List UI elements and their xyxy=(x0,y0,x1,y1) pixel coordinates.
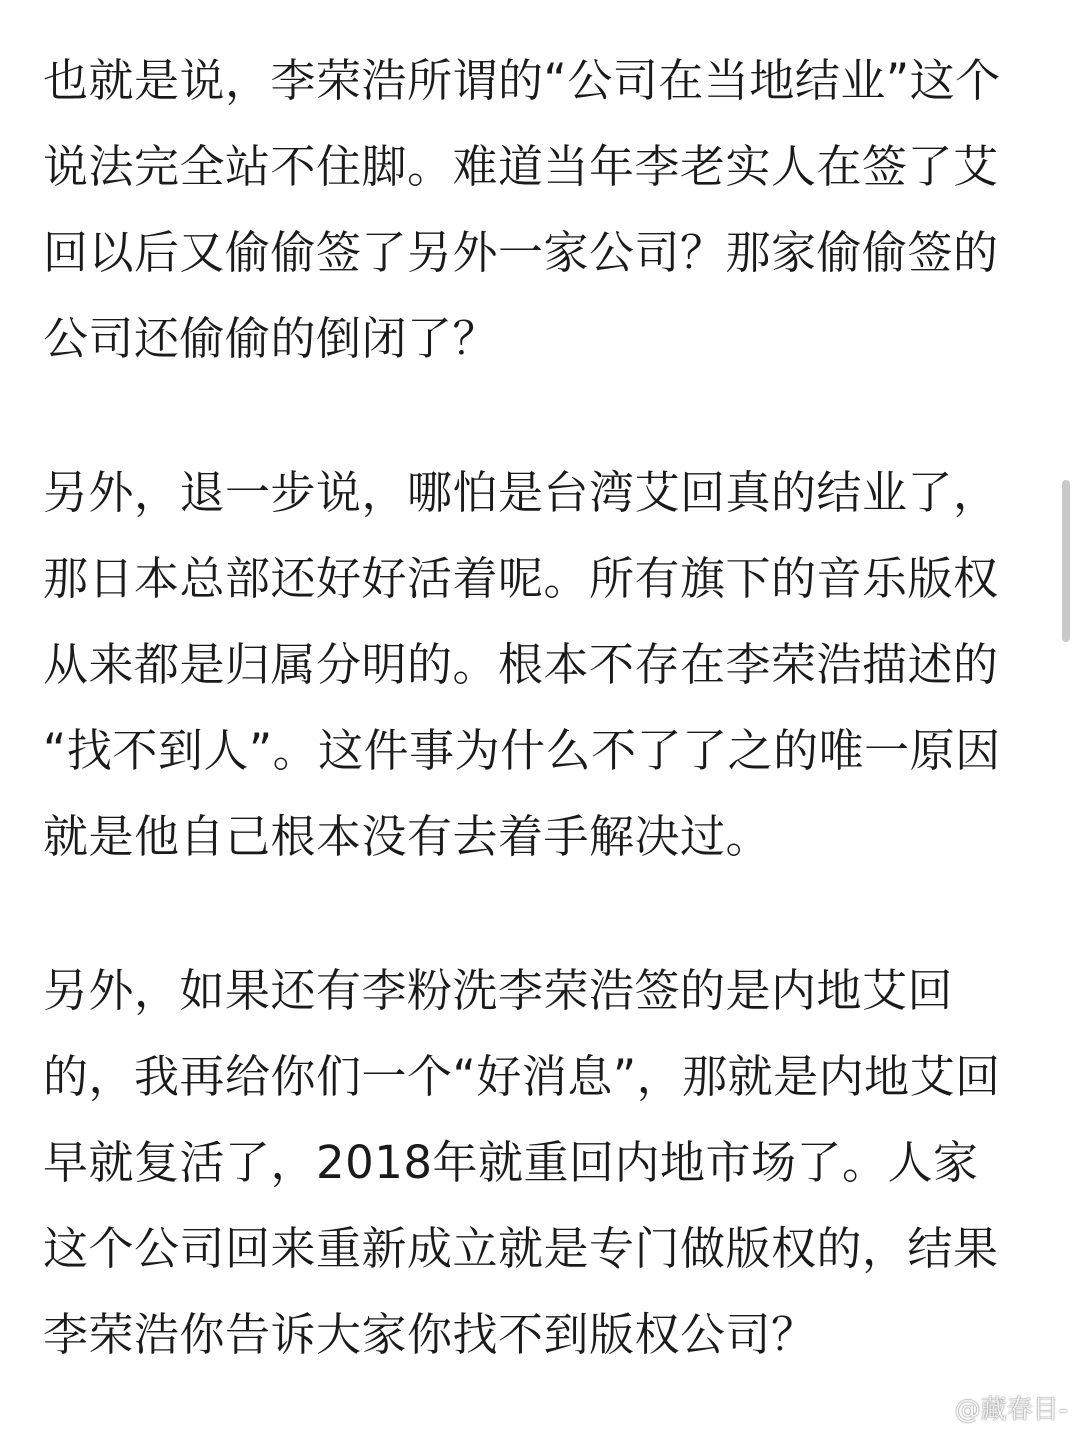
text-line: 也就是说，李荣浩所谓的“公司在当地结业”这个 xyxy=(43,54,1001,107)
text-line: 早就复活了，2018年就重回内地市场了。人家 xyxy=(43,1136,979,1189)
weibo-icon xyxy=(915,1394,949,1422)
article-body xyxy=(43,38,1043,1438)
scrollbar-thumb[interactable] xyxy=(1062,480,1070,642)
paragraph-1 xyxy=(43,38,1043,382)
text-line: 李荣浩你告诉大家你找不到版权公司？ xyxy=(43,1308,817,1361)
text-line: 就是他自己根本没有去着手解决过。 xyxy=(43,810,772,863)
text-line: 从来都是归属分明的。根本不存在李荣浩描述的 xyxy=(43,638,999,691)
paragraph-3 xyxy=(43,948,1043,1378)
text-line: 那日本总部还好好活着呢。所有旗下的音乐版权 xyxy=(43,552,999,605)
watermark xyxy=(915,1389,1068,1426)
watermark-text: @藏春目- xyxy=(954,1395,1068,1425)
paragraph-2 xyxy=(43,450,1043,880)
text-line: 另外，如果还有李粉洗李荣浩签的是内地艾回 xyxy=(43,964,954,1017)
text-line: 说法完全站不住脚。难道当年李老实人在签了艾 xyxy=(43,140,999,193)
text-line: 公司还偷偷的倒闭了？ xyxy=(43,312,499,365)
text-line: “找不到人”。这件事为什么不了了之的唯一原因 xyxy=(43,724,1001,777)
text-line: 这个公司回来重新成立就是专门做版权的，结果 xyxy=(43,1222,999,1275)
text-line: 另外，退一步说，哪怕是台湾艾回真的结业了， xyxy=(43,466,999,519)
text-line: 的，我再给你们一个“好消息”，那就是内地艾回 xyxy=(43,1050,1001,1103)
text-line: 回以后又偷偷签了另外一家公司？那家偷偷签的 xyxy=(43,226,999,279)
